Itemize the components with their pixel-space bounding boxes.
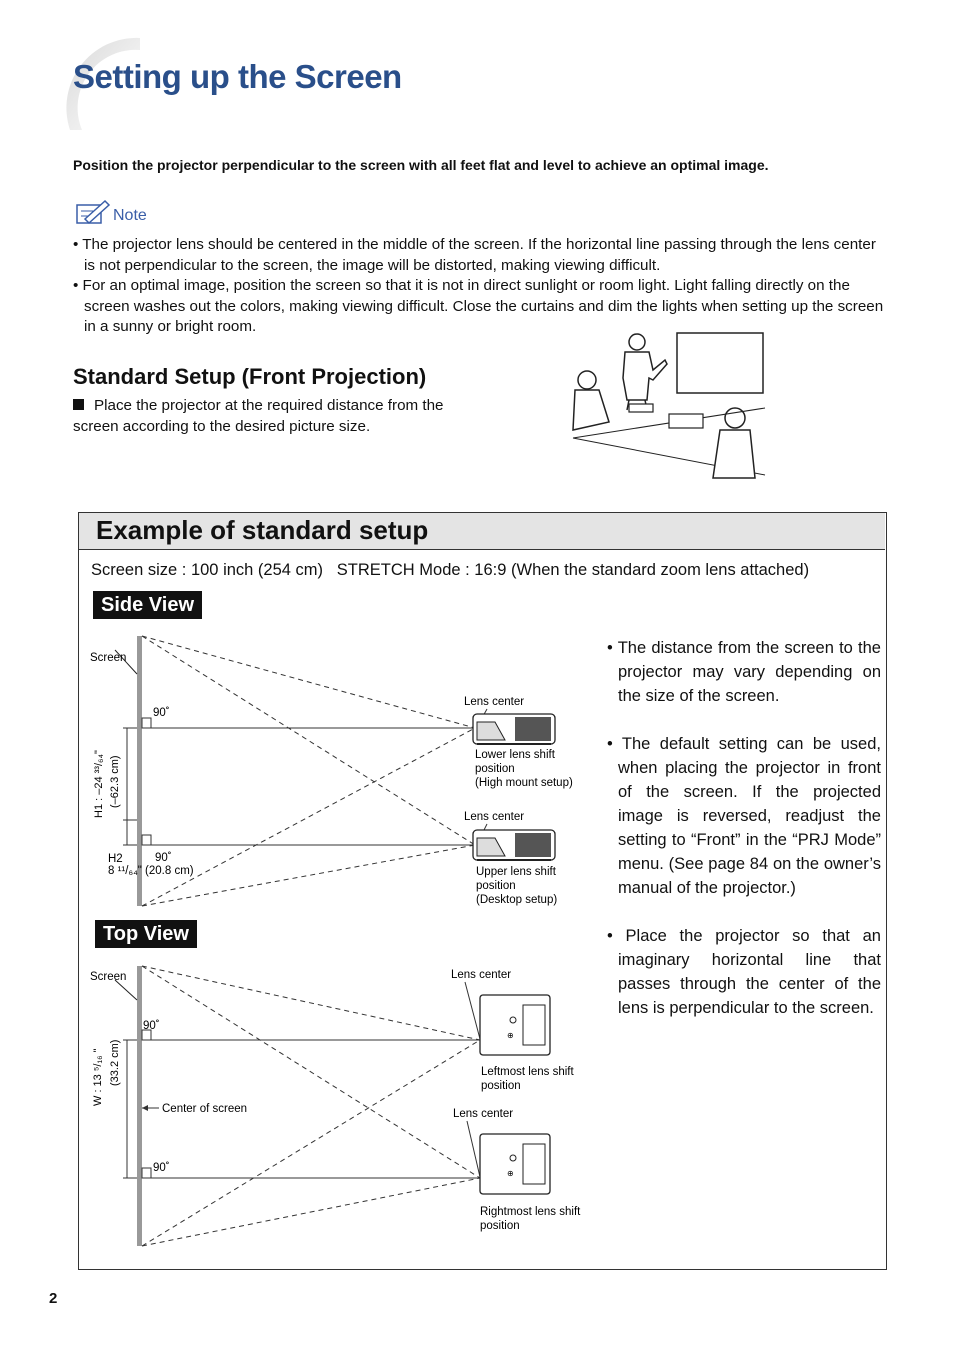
h2-value: 8 ¹¹/₆₄" (20.8 cm) [108,865,194,877]
screen-bar [137,966,142,1246]
top-view-diagram [85,960,605,1250]
note-label: Note [113,207,147,224]
projector-side-icon [473,714,555,744]
angle-label: 90˚ [153,707,170,719]
standard-setup-body [73,396,473,437]
lower-shift-label-3: (High mount setup) [475,777,573,789]
standard-setup-text: Place the projector at the required distance from the screen according to the desired picture size. [73,397,444,435]
note-pencil-icon [75,199,111,227]
note-item: • The projector lens should be centered in the middle of the screen. If the horizontal line passing through the lens center is not perpendicular to the screen, the image will be distorted, making viewing difficult. [73,236,876,274]
lens-center-label: Lens center [464,811,525,823]
example-title: Example of standard setup [96,515,429,545]
screen-pointer [115,980,137,1000]
angle-label: 90˚ [153,1162,170,1174]
note-text: The projector lens should be centered in the middle of the screen. If the horizontal line passing through the lens center is not perpendicular to the screen, the image will be distorted, making viewing difficult. [82,236,876,274]
projector-top-icon [480,995,550,1055]
upper-shift-label-1: Upper lens shift [476,866,556,878]
screen-label: Screen [90,652,127,664]
leftmost-label-2: position [481,1080,521,1092]
rightmost-label-2: position [480,1220,520,1232]
setup-bullet-text: Place the projector so that an imaginary horizontal line that passes through the center of the lens is perpendicular to the screen. [618,927,881,1017]
projector-top-icon [480,1134,550,1194]
setup-bullet-text: The default setting can be used, when placing the projector in front of the screen. If the projected image is reversed, readjust the setting to “Front” in the “PRJ Mode” menu. (See page 84 on the owner’s manual of the projector.) [618,735,881,897]
standard-setup-heading: Standard Setup (Front Projection) [73,364,427,389]
setup-bullet: • Place the projector so that an imaginary horizontal line that passes through the center of the lens is perpendicular to the screen. [607,927,881,1017]
intro-text: Position the projector perpendicular to the screen with all feet flat and level to achieve an optimal image. [73,157,769,173]
setup-bullet: • The distance from the screen to the projector may vary depending on the size of the screen. [607,639,881,705]
setup-bullets [607,636,881,1044]
setup-bullet-text: The distance from the screen to the projector may vary depending on the size of the screen. [617,639,881,705]
note-text: For an optimal image, position the screen so that it is not in direct sunlight or room light. Light falling directly on the screen washes out the colors, making viewing difficult. Close the curtains and dim the lights when setting up the screen in a sunny or bright room. [82,277,884,335]
page-number: 2 [49,1290,58,1307]
w-label: W : 13 ⁵/₁₆ " [92,1048,104,1106]
top-view-label: Top View [95,920,197,948]
center-of-screen-label: Center of screen [162,1103,248,1115]
square-bullet-icon [73,399,84,410]
lens-center-label: Lens center [453,1108,514,1120]
h1-cm-label: (–62.3 cm) [109,755,121,808]
w-cm-label: (33.2 cm) [109,1039,121,1086]
note-item: • For an optimal image, position the screen so that it is not in direct sunlight or room light. Light falling directly on the screen washes out the colors, making viewing difficult. Close the curtains and dim the lights when setting up the screen in a sunny or bright room. [73,277,884,335]
screen-info: Screen size : 100 inch (254 cm) STRETCH Mode : 16:9 (When the standard zoom lens attached) [91,561,810,579]
presentation-room-illustration [565,330,770,480]
lens-center-label: Lens center [464,696,525,708]
rightmost-label-1: Rightmost lens shift [480,1206,581,1218]
side-view-label: Side View [93,591,202,619]
screen-label: Screen [90,971,127,983]
lower-shift-label-1: Lower lens shift [475,749,555,761]
svg-text:⊕: ⊕ [507,1031,514,1040]
angle-label: 90˚ [143,1020,160,1032]
upper-shift-label-2: position [476,880,516,892]
lower-shift-label-2: position [475,763,515,775]
projector-side-icon [473,830,555,860]
angle-label: 90˚ [155,852,172,864]
upper-shift-label-3: (Desktop setup) [476,894,558,906]
lens-center-label: Lens center [451,969,512,981]
leftmost-label-1: Leftmost lens shift [481,1066,574,1078]
side-view-diagram [85,630,605,920]
svg-text:⊕: ⊕ [507,1169,514,1178]
h2-label: H2 [108,853,123,865]
page-title: Setting up the Screen [73,58,402,95]
note-list [73,235,885,338]
h1-label: H1 : –24 ³³/₆₄" [93,750,105,818]
setup-bullet: • The default setting can be used, when placing the projector in front of the screen. If the projected image is reversed, readjust the setting to “Front” in the “PRJ Mode” menu. (See page 84 on the owner’s manual of the projector.) [607,735,881,897]
